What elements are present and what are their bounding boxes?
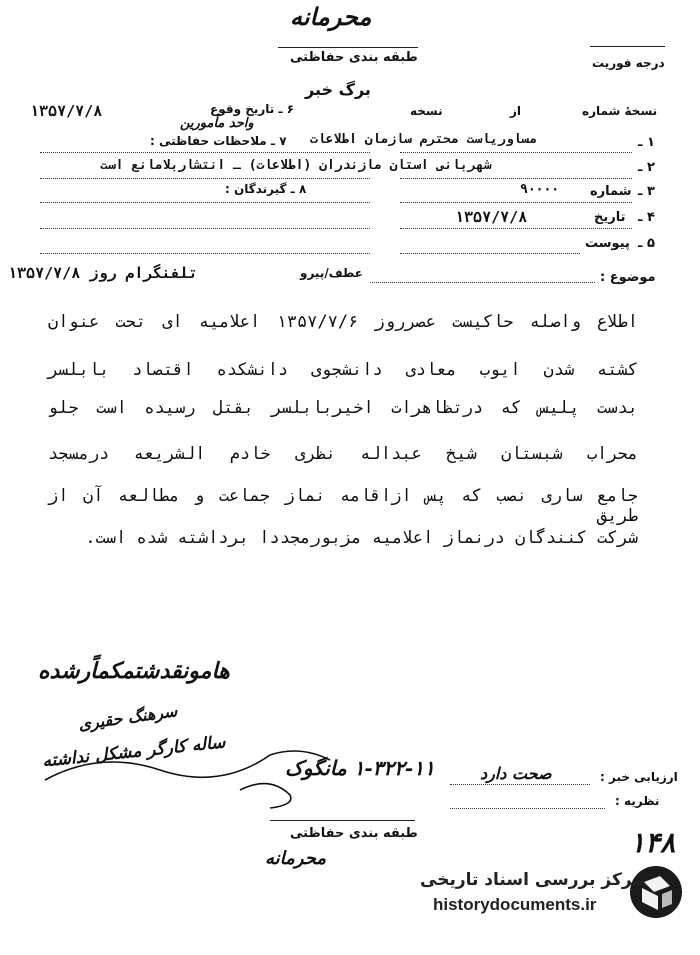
handwritten-note-1: هامونقدشتمکماًرشده bbox=[38, 658, 230, 684]
subject-line bbox=[370, 282, 595, 283]
event-date-value: ۱۳۵۷/۷/۸ bbox=[30, 102, 103, 120]
classification-label-bottom: طبقه بندی حفاظتی bbox=[290, 826, 418, 841]
field-2-num: ۲ ـ bbox=[638, 160, 655, 175]
copy-label: نسخه bbox=[410, 104, 443, 118]
handwritten-note-3: ساله کارگر مشکل نداشته bbox=[41, 732, 227, 772]
field-5-label: پیوست bbox=[585, 236, 630, 251]
field-2-line bbox=[400, 178, 632, 179]
subject-reference-value: تلفنگرام روز ۱۳۵۷/۷/۸ bbox=[8, 264, 198, 282]
report-value-handwritten: واحد مأمورین bbox=[180, 116, 254, 131]
opinion-line bbox=[450, 808, 605, 809]
field-2-value: شهربانی استان مازندران (اطلاعات) ـ انتشاربلامانع است bbox=[100, 158, 492, 173]
protections-line bbox=[40, 152, 370, 153]
opinion-label: نظریه : bbox=[615, 794, 660, 808]
classification-underline bbox=[278, 47, 418, 48]
field-4-value: ۱۳۵۷/۷/۸ bbox=[455, 208, 528, 226]
signature-scribble bbox=[40, 720, 340, 810]
body-line-6: شرکت کنندگان درنماز اعلامیه مزبورمجددا برداشته شده است. bbox=[85, 528, 638, 548]
field-5-line bbox=[400, 253, 580, 254]
body-line-3: بدست پلیس که درتظاهرات اخیربابلسر بقتل رسیده است جلو bbox=[48, 398, 638, 418]
copy-number-label: نسخهٔ شماره bbox=[582, 104, 658, 118]
confidential-stamp-top: محرمانه bbox=[290, 2, 372, 31]
protections-label: ۷ ـ ملاحظات حفاظتی : bbox=[150, 134, 287, 148]
recipients-label: ۸ ـ گیرندگان : bbox=[225, 182, 307, 196]
form-title: برگ خبر bbox=[305, 80, 371, 99]
urgency-label: درجه فوریت bbox=[592, 56, 665, 70]
recipients-line-3 bbox=[40, 253, 370, 254]
assessment-label: ارزیابی خبر : bbox=[600, 770, 678, 784]
body-line-2: کشته شدن ایوب معادی دانشجوی دانشکده اقتصاد بابلسر bbox=[48, 360, 638, 380]
watermark-org-name: مرکز بررسی اسناد تاریخی bbox=[420, 870, 643, 890]
watermark-site: historydocuments.ir bbox=[433, 895, 597, 914]
body-line-1: اطلاع واصله حاکیست عصرروز ۱۳۵۷/۷/۶ اعلامیه ای تحت عنوان bbox=[48, 312, 638, 332]
assessment-value: صحت دارد bbox=[480, 764, 552, 783]
body-line-5: جامع ساری نصب که پس ازاقامه نماز جماعت و مطالعه آن از طریق bbox=[48, 486, 638, 526]
field-3-value: ۹۰۰۰۰ bbox=[520, 182, 560, 197]
field-3-line bbox=[400, 202, 632, 203]
field-1-line bbox=[400, 152, 632, 153]
recipients-line-2 bbox=[40, 228, 370, 229]
classification-label-top: طبقه بندی حفاظتی bbox=[290, 50, 418, 65]
confidential-stamp-bottom: محرمانه bbox=[265, 848, 326, 869]
field-3-label: شماره bbox=[590, 184, 632, 199]
urgency-underline bbox=[590, 46, 665, 47]
copy-from-label: از bbox=[510, 104, 522, 118]
field-1-num: ۱ ـ bbox=[638, 135, 655, 150]
field-4-line bbox=[400, 228, 632, 229]
page-number-handwritten: ۱۴۸ bbox=[630, 826, 676, 859]
field-3-num: ۳ ـ bbox=[638, 184, 655, 199]
handwritten-code: ۱-۳۲۲-۱۱ مانگوک bbox=[285, 756, 435, 780]
protections-line-2 bbox=[40, 178, 370, 179]
field-1-value: مساوریاست محترم سازمان اطلاعات bbox=[310, 132, 537, 147]
footer-rule bbox=[270, 820, 415, 821]
subject-label: موضوع : bbox=[600, 270, 656, 285]
recipients-line-1 bbox=[40, 202, 370, 203]
subject-reference-label: عطف/پیرو bbox=[300, 266, 363, 280]
field-5-num: ۵ ـ bbox=[638, 236, 655, 251]
body-line-4: محراب شبستان شیخ عبداله نظری خادم الشریعه درمسجد bbox=[48, 444, 638, 464]
event-date-label: ۶ ـ تاریخ وقوع bbox=[210, 102, 295, 116]
handwritten-note-2: سرهنگ حقیری bbox=[77, 701, 179, 734]
field-4-num: ۴ ـ bbox=[638, 210, 655, 225]
field-4-label: تاریخ bbox=[594, 210, 626, 225]
assessment-line bbox=[450, 784, 590, 785]
